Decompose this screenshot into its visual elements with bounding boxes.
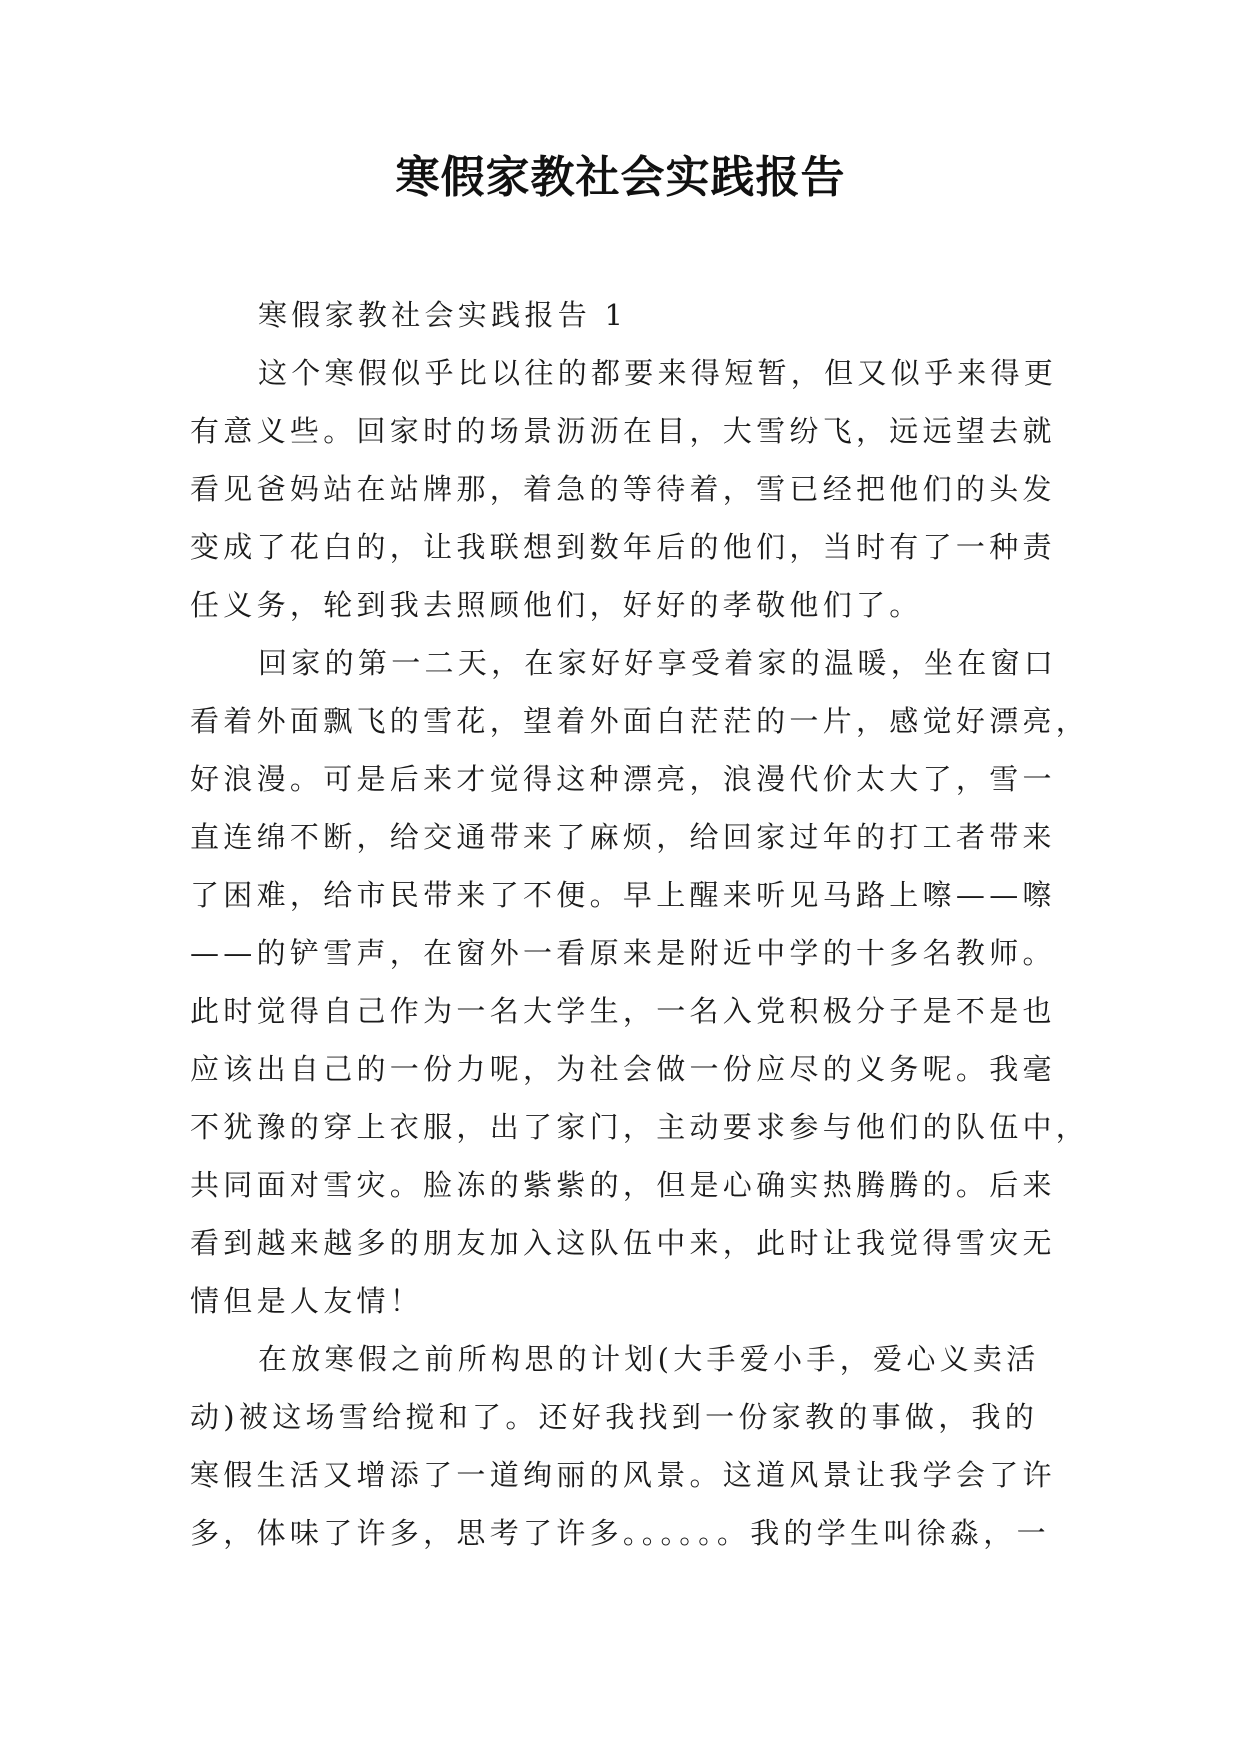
paragraph-line: 不犹豫的穿上衣服，出了家门，主动要求参与他们的队伍中， xyxy=(190,1110,1090,1144)
paragraph-line: 任义务，轮到我去照顾他们，好好的孝敬他们了。 xyxy=(190,588,923,622)
paragraph-line: ——的铲雪声，在窗外一看原来是附近中学的十多名教师。 xyxy=(190,936,1056,970)
paragraph-line: 共同面对雪灾。脸冻的紫紫的，但是心确实热腾腾的。后来 xyxy=(190,1168,1056,1202)
paragraph-line: 多，体味了许多，思考了许多。。。。。。我的学生叫徐淼，一 xyxy=(190,1516,1050,1550)
paragraph-first-line: 在放寒假之前所构思的计划(大手爱小手，爱心义卖活 xyxy=(258,1342,1040,1376)
paragraph-line: 此时觉得自己作为一名大学生，一名入党积极分子是不是也 xyxy=(190,994,1056,1028)
paragraph-line: 应该出自己的一份力呢，为社会做一份应尽的义务呢。我毫 xyxy=(190,1052,1056,1086)
paragraph-line: 有意义些。回家时的场景沥沥在目，大雪纷飞，远远望去就 xyxy=(190,414,1056,448)
paragraph-line: 变成了花白的，让我联想到数年后的他们，当时有了一种责 xyxy=(190,530,1056,564)
paragraph-line: 看到越来越多的朋友加入这队伍中来，此时让我觉得雪灾无 xyxy=(190,1226,1056,1260)
paragraph-line: 动)被这场雪给搅和了。还好我找到一份家教的事做，我的 xyxy=(190,1400,1039,1434)
paragraph-first-line: 寒假家教社会实践报告 1 xyxy=(258,298,628,332)
paragraph-line: 看着外面飘飞的雪花，望着外面白茫茫的一片，感觉好漂亮， xyxy=(190,704,1090,738)
paragraph-line: 直连绵不断，给交通带来了麻烦，给回家过年的打工者带来 xyxy=(190,820,1056,854)
paragraph-line: 好浪漫。可是后来才觉得这种漂亮，浪漫代价太大了，雪一 xyxy=(190,762,1056,796)
paragraph-first-line: 回家的第一二天，在家好好享受着家的温暖，坐在窗口 xyxy=(258,646,1058,680)
paragraph-first-line: 这个寒假似乎比以往的都要来得短暂，但又似乎来得更 xyxy=(258,356,1058,390)
document-title: 寒假家教社会实践报告 xyxy=(395,152,846,203)
paragraph-line: 看见爸妈站在站牌那，着急的等待着，雪已经把他们的头发 xyxy=(190,472,1056,506)
document-body xyxy=(190,286,1090,1562)
paragraph-line: 了困难，给市民带来了不便。早上醒来听见马路上嚓——嚓 xyxy=(190,878,1056,912)
paragraph-line: 寒假生活又增添了一道绚丽的风景。这道风景让我学会了许 xyxy=(190,1458,1056,1492)
paragraph-line: 情但是人友情！ xyxy=(190,1284,424,1318)
